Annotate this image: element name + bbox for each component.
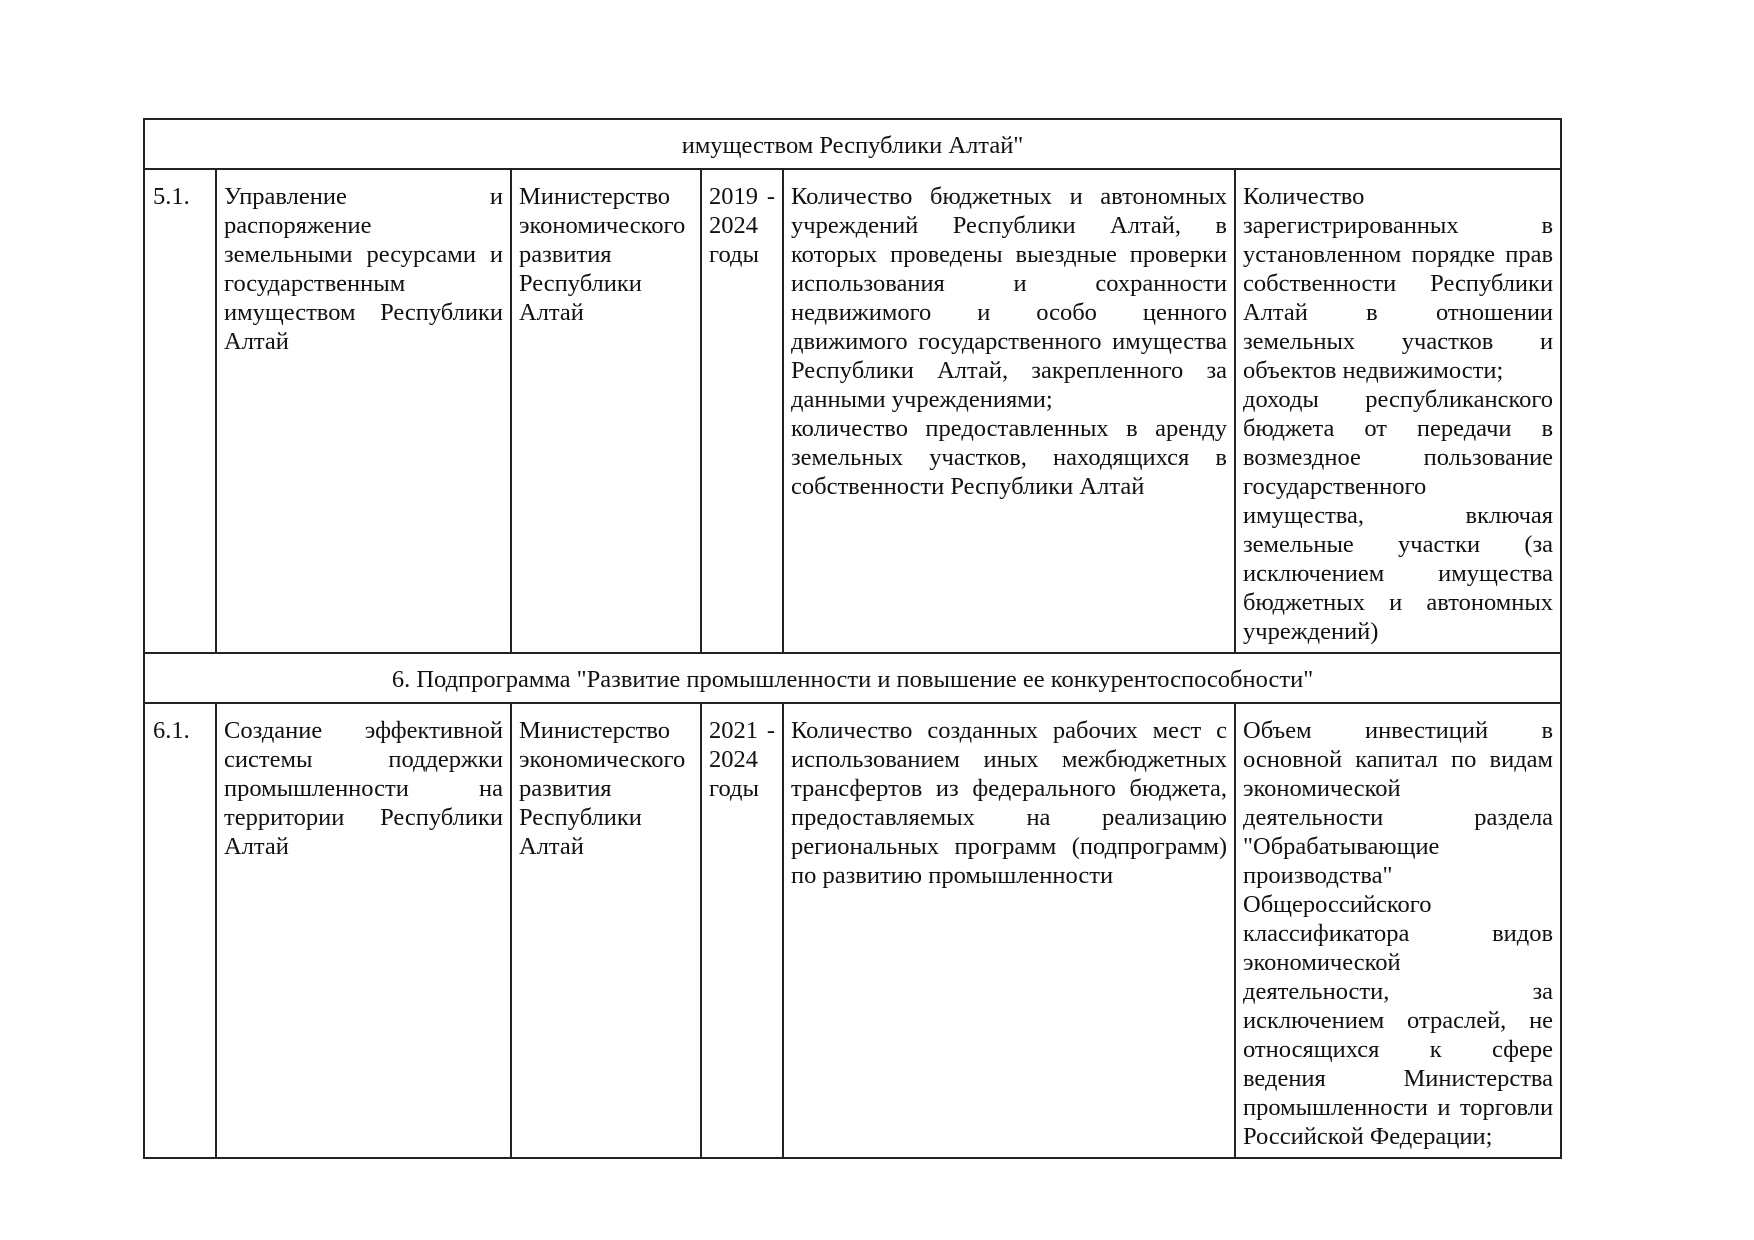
text-line: учреждений Республики Алтай, в xyxy=(791,212,1227,239)
text-line: земельные участки (за xyxy=(1243,531,1554,558)
text-line: использованием иных межбюджетных xyxy=(791,746,1227,773)
section-heading-text: имуществом Республики Алтай" xyxy=(681,131,1024,159)
item-number-cell xyxy=(144,703,216,1158)
text-line: Республики xyxy=(519,270,642,297)
text-line: доходы республиканского xyxy=(1243,386,1554,413)
text-line: Объем инвестиций в xyxy=(1243,717,1554,744)
text-line: Российской Федерации; xyxy=(1243,1123,1493,1150)
text-line: производства" xyxy=(1243,862,1393,889)
text-line: промышленности на xyxy=(224,775,503,802)
text-line: Алтай в отношении xyxy=(1243,299,1554,326)
text-line: Министерство xyxy=(519,183,671,210)
text-line: Алтай xyxy=(519,299,584,326)
table-row xyxy=(144,703,1561,1158)
period-cell xyxy=(701,169,783,653)
executor-cell xyxy=(511,169,701,653)
text-line: учреждений) xyxy=(1243,618,1379,645)
text-line: относящихся к сфере xyxy=(1243,1036,1554,1063)
text-line: земельных участков, находящихся в xyxy=(791,444,1227,471)
text-line: земельных участков и xyxy=(1243,328,1554,355)
executor-text xyxy=(512,170,700,333)
text-line: деятельности раздела xyxy=(1243,804,1554,831)
text-line: развития xyxy=(519,241,612,268)
text-line: основной капитал по видам xyxy=(1243,746,1554,773)
executor-text xyxy=(512,704,700,867)
text-line: деятельности, за xyxy=(1243,978,1554,1005)
text-line: экономической xyxy=(1243,949,1401,976)
text-line: годы xyxy=(709,775,759,802)
text-line: предоставляемых на реализацию xyxy=(791,804,1227,831)
text-line: экономической xyxy=(1243,775,1401,802)
section-heading-row xyxy=(144,653,1561,703)
text-line: трансфертов из федерального бюджета, xyxy=(791,775,1227,802)
text-line: данными учреждениями; xyxy=(791,386,1053,413)
text-line: "Обрабатывающие xyxy=(1243,833,1440,860)
text-line: бюджетных и автономных xyxy=(1243,589,1554,616)
section-heading-row xyxy=(144,119,1561,169)
period-text xyxy=(702,170,782,275)
text-line: государственным xyxy=(224,270,406,297)
text-line: Количество бюджетных и автономных xyxy=(791,183,1227,210)
text-line: использования и сохранности xyxy=(791,270,1227,297)
text-line: Управление и xyxy=(224,183,503,210)
text-line: государственного xyxy=(1243,473,1427,500)
text-line: по развитию промышленности xyxy=(791,862,1114,889)
results-text xyxy=(1236,704,1560,1157)
text-line: Количество созданных рабочих мест с xyxy=(791,717,1227,744)
text-line: зарегистрированных в xyxy=(1243,212,1554,239)
text-line: собственности Республики Алтай xyxy=(791,473,1145,500)
text-line: Алтай xyxy=(224,833,289,860)
text-line: Министерство xyxy=(519,717,671,744)
text-line: экономического xyxy=(519,212,686,239)
period-text xyxy=(702,704,782,809)
text-line: 2021 - xyxy=(709,717,775,744)
text-line: системы поддержки xyxy=(224,746,503,773)
text-line: объектов недвижимости; xyxy=(1243,357,1504,384)
section-heading-cell xyxy=(144,653,1561,703)
text-line: исключением имущества xyxy=(1243,560,1554,587)
text-line: количество предоставленных в аренду xyxy=(791,415,1227,442)
section-heading-text: 6. Подпрограмма "Развитие промышленности и повышение ее конкурентоспособности" xyxy=(391,665,1314,693)
results-text xyxy=(1236,170,1560,652)
executor-cell xyxy=(511,703,701,1158)
text-line: которых проведены выездные проверки xyxy=(791,241,1227,268)
text-line: региональных программ (подпрограмм) xyxy=(791,833,1227,860)
text-line: Алтай xyxy=(519,833,584,860)
indicators-cell xyxy=(783,169,1235,653)
text-line: ведения Министерства xyxy=(1243,1065,1554,1092)
text-line: экономического xyxy=(519,746,686,773)
section-heading-cell xyxy=(144,119,1561,169)
text-line: Республики xyxy=(519,804,642,831)
program-measures-table xyxy=(143,118,1562,1159)
text-line: годы xyxy=(709,241,759,268)
text-line: Алтай xyxy=(224,328,289,355)
text-line: классификатора видов xyxy=(1243,920,1554,947)
text-line: распоряжение xyxy=(224,212,372,239)
activity-text xyxy=(217,170,510,362)
results-cell xyxy=(1235,703,1561,1158)
text-line: Количество xyxy=(1243,183,1365,210)
text-line: недвижимого и особо ценного xyxy=(791,299,1227,326)
text-line: возмездное пользование xyxy=(1243,444,1554,471)
text-line: промышленности и торговли xyxy=(1243,1094,1554,1121)
table-body xyxy=(144,119,1561,1158)
text-line: Общероссийского xyxy=(1243,891,1432,918)
activity-text xyxy=(217,704,510,867)
text-line: 2024 xyxy=(709,746,758,773)
text-line: бюджета от передачи в xyxy=(1243,415,1554,442)
indicators-cell xyxy=(783,703,1235,1158)
activity-cell xyxy=(216,169,511,653)
indicators-text xyxy=(784,704,1234,896)
text-line: установленном порядке прав xyxy=(1243,241,1554,268)
table-row xyxy=(144,169,1561,653)
text-line: имуществом Республики xyxy=(224,299,503,326)
item-number-cell xyxy=(144,169,216,653)
results-cell xyxy=(1235,169,1561,653)
text-line: развития xyxy=(519,775,612,802)
text-line: территории Республики xyxy=(224,804,503,831)
text-line: исключением отраслей, не xyxy=(1243,1007,1554,1034)
text-line: 2019 - xyxy=(709,183,775,210)
text-line: имущества, включая xyxy=(1243,502,1554,529)
text-line: земельными ресурсами и xyxy=(224,241,503,268)
text-line: 2024 xyxy=(709,212,758,239)
period-cell xyxy=(701,703,783,1158)
text-line: Создание эффективной xyxy=(224,717,503,744)
text-line: собственности Республики xyxy=(1243,270,1554,297)
activity-cell xyxy=(216,703,511,1158)
item-number: 6.1. xyxy=(153,717,190,744)
text-line: Республики Алтай, закрепленного за xyxy=(791,357,1227,384)
text-line: движимого государственного имущества xyxy=(791,328,1227,355)
indicators-text xyxy=(784,170,1234,507)
item-number: 5.1. xyxy=(153,183,190,210)
